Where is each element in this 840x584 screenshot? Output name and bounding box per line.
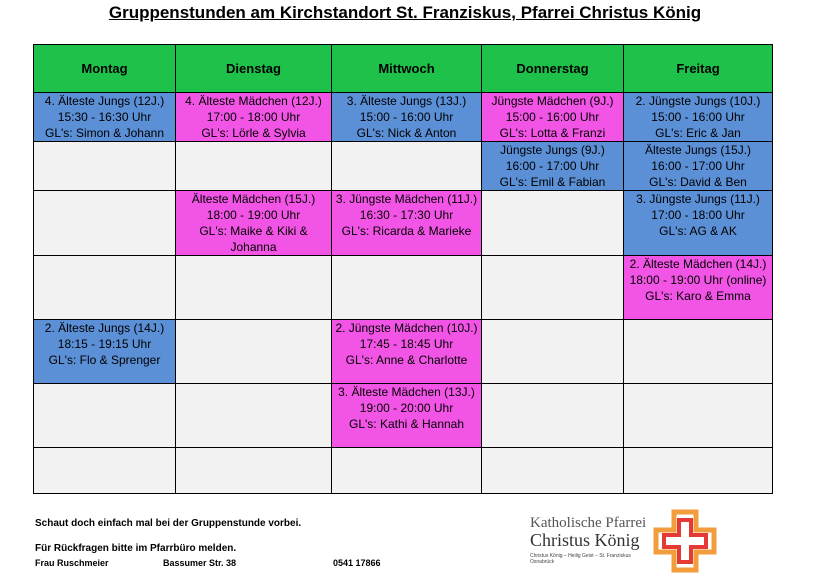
- group-cell-line: 15:00 - 16:00 Uhr: [359, 110, 454, 124]
- group-cell-line: 15:30 - 16:30 Uhr: [57, 110, 152, 124]
- empty-cell: [332, 142, 482, 191]
- group-cell-line: 2. Jüngste Mädchen (10J.): [335, 321, 478, 335]
- group-cell-line: Johanna: [230, 240, 277, 254]
- group-cell-line: 3. Älteste Jungs (13J.): [346, 94, 467, 108]
- table-row: [34, 448, 773, 494]
- empty-cell: [624, 448, 773, 494]
- group-cell-line: 4. Älteste Jungs (12J.): [44, 94, 165, 108]
- table-row: [34, 142, 773, 191]
- header-dienstag: Dienstag: [176, 45, 332, 93]
- logo-line1: Katholische Pfarrei: [530, 515, 647, 531]
- group-cell: [176, 93, 332, 142]
- group-cell-line: 17:00 - 18:00 Uhr: [206, 110, 301, 124]
- group-cell-line: Jüngste Mädchen (9J.): [491, 94, 614, 108]
- empty-cell: [624, 320, 773, 384]
- group-cell-line: GL's: AG & AK: [659, 224, 737, 238]
- table-row: [34, 256, 773, 320]
- group-cell-line: 15:00 - 16:00 Uhr: [651, 110, 745, 124]
- group-cell-line: GL's: Emil & Fabian: [499, 175, 606, 189]
- group-cell-line: GL's: David & Ben: [649, 175, 747, 189]
- group-cell-line: 3. Älteste Mädchen (13J.): [338, 385, 475, 399]
- group-cell: [624, 256, 773, 320]
- footer-contact-text: Für Rückfragen bitte im Pfarrbüro melden.: [35, 543, 237, 554]
- header-mittwoch: Mittwoch: [332, 45, 482, 93]
- empty-cell: [482, 191, 624, 256]
- group-cell-line: 16:00 - 17:00 Uhr: [651, 159, 745, 173]
- group-cell-line: 3. Jüngste Mädchen (11J.): [335, 192, 478, 206]
- group-cell-line: GL's: Karo & Emma: [645, 289, 751, 303]
- page-title: Gruppenstunden am Kirchstandort St. Franziskus, Pfarrei Christus König: [108, 3, 702, 22]
- group-cell: [332, 384, 482, 448]
- group-cell-line: 19:00 - 20:00 Uhr: [359, 401, 454, 415]
- cross-logo-icon: [652, 508, 718, 574]
- group-cell-line: 16:00 - 17:00 Uhr: [505, 159, 600, 173]
- footer-invite-text: Schaut doch einfach mal bei der Gruppenstunde vorbei.: [35, 518, 302, 529]
- group-cell-line: 4. Älteste Mädchen (12J.): [185, 94, 322, 108]
- group-cell-line: 18:00 - 19:00 Uhr (online): [629, 273, 767, 287]
- empty-cell: [332, 256, 482, 320]
- group-cell: [176, 191, 332, 256]
- logo-city: Osnabrück: [530, 559, 555, 565]
- empty-cell: [332, 448, 482, 494]
- empty-cell: [34, 191, 176, 256]
- group-cell: [482, 142, 624, 191]
- footer-contact-phone: 0541 17866: [333, 558, 381, 568]
- group-cell: [624, 93, 773, 142]
- group-cell-line: 3. Jüngste Jungs (11J.): [636, 192, 760, 206]
- group-cell-line: 17:00 - 18:00 Uhr: [651, 208, 745, 222]
- empty-cell: [34, 448, 176, 494]
- empty-cell: [34, 142, 176, 191]
- group-cell-line: 17:45 - 18:45 Uhr: [359, 337, 454, 351]
- empty-cell: [176, 256, 332, 320]
- group-cell: [624, 191, 773, 256]
- group-cell: [332, 191, 482, 256]
- group-cell-line: GL's: Nick & Anton: [356, 126, 457, 140]
- group-cell: [34, 320, 176, 384]
- footer-contact-street: Bassumer Str. 38: [163, 558, 237, 568]
- table-row: [34, 191, 773, 256]
- group-cell: [332, 93, 482, 142]
- table-row: [34, 320, 773, 384]
- empty-cell: [34, 256, 176, 320]
- group-cell: [34, 93, 176, 142]
- group-cell-line: GL's: Anne & Charlotte: [345, 353, 468, 367]
- empty-cell: [624, 384, 773, 448]
- group-cell-line: GL's: Maike & Kiki &: [199, 224, 308, 238]
- footer-contact-name: Frau Ruschmeier: [35, 558, 109, 568]
- group-cell-line: 18:15 - 19:15 Uhr: [57, 337, 152, 351]
- header-freitag: Freitag: [624, 45, 773, 93]
- empty-cell: [34, 384, 176, 448]
- group-cell-line: GL's: Flo & Sprenger: [48, 353, 161, 367]
- logo-subtext: Christus König – Heilig Geist – St. Franziskus: [530, 553, 631, 559]
- empty-cell: [176, 320, 332, 384]
- group-cell-line: 16:30 - 17:30 Uhr: [359, 208, 454, 222]
- schedule-table: [33, 44, 773, 494]
- table-row: [34, 93, 773, 142]
- header-row: [34, 45, 773, 93]
- empty-cell: [482, 320, 624, 384]
- group-cell-line: 2. Älteste Mädchen (14J.): [629, 257, 767, 271]
- header-montag: Montag: [34, 45, 176, 93]
- empty-cell: [176, 448, 332, 494]
- empty-cell: [482, 448, 624, 494]
- group-cell-line: Älteste Mädchen (15J.): [191, 192, 316, 206]
- empty-cell: [176, 384, 332, 448]
- header-donnerstag: Donnerstag: [482, 45, 624, 93]
- group-cell-line: 2. Älteste Jungs (14J.): [44, 321, 165, 335]
- empty-cell: [482, 384, 624, 448]
- empty-cell: [176, 142, 332, 191]
- group-cell-line: GL's: Kathi & Hannah: [348, 417, 465, 431]
- group-cell: [482, 93, 624, 142]
- group-cell-line: GL's: Ricarda & Marieke: [341, 224, 472, 238]
- group-cell-line: 2. Jüngste Jungs (10J.): [635, 94, 761, 108]
- table-row: [34, 384, 773, 448]
- group-cell-line: GL's: Lörle & Sylvia: [201, 126, 306, 140]
- group-cell-line: GL's: Lotta & Franzi: [499, 126, 606, 140]
- logo-line2: Christus König: [530, 530, 640, 550]
- group-cell-line: GL's: Simon & Johann: [44, 126, 165, 140]
- group-cell-line: Jüngste Jungs (9J.): [500, 143, 605, 157]
- group-cell-line: 18:00 - 19:00 Uhr: [206, 208, 301, 222]
- group-cell-line: 15:00 - 16:00 Uhr: [505, 110, 600, 124]
- group-cell: [624, 142, 773, 191]
- group-cell-line: Älteste Jungs (15J.): [644, 143, 752, 157]
- group-cell-line: GL's: Eric & Jan: [655, 126, 741, 140]
- empty-cell: [482, 256, 624, 320]
- group-cell: [332, 320, 482, 384]
